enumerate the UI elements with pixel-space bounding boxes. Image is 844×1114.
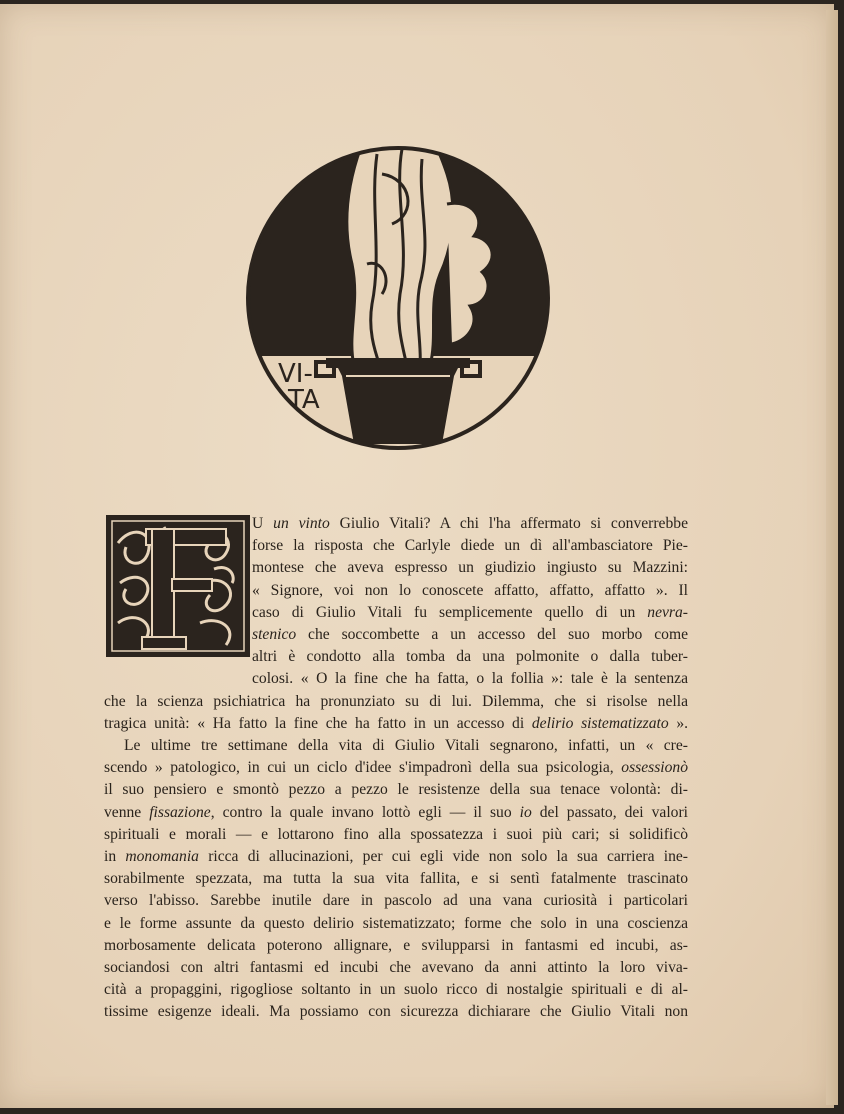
text-segment: U (252, 515, 274, 532)
text-line (104, 580, 688, 602)
text-segment: « Signore, voi non lo conoscete affatto, affatto, affatto ». Il (252, 581, 688, 599)
text-segment: in (104, 848, 126, 866)
text-line (104, 668, 688, 690)
text-line (104, 735, 688, 757)
text-line (104, 779, 688, 801)
text-line (104, 757, 688, 779)
text-line (104, 602, 688, 624)
flame-in-vase-emblem-icon (242, 144, 554, 452)
article-text (104, 513, 688, 1024)
text-segment: colosi. « O la fine che ha fatta, o la follia »: tale è la sentenza (252, 670, 688, 688)
text-segment: sorabilmente spezzata, ma tutta la sua vita fallita, e si sentì fatalmente trascinato (104, 870, 688, 888)
italic-phrase: stenico (252, 626, 297, 644)
text-line (104, 646, 688, 668)
text-line (104, 713, 688, 735)
text-line (104, 624, 688, 646)
text-line (104, 557, 688, 579)
emblem-label-line1: VI- (278, 359, 313, 389)
text-line (104, 824, 688, 846)
text-segment: Le ultime tre settimane della vita di Giulio Vitali segnarono, infatti, un « cre- (124, 737, 688, 755)
text-line (104, 691, 688, 713)
text-line (104, 513, 688, 535)
text-segment: sociandosi con altri fantasmi ed incubi che avevano da anni attinto la loro viva- (104, 959, 688, 977)
text-segment: che la scienza psichiatrica ha pronunziato su di lui. Dilemma, che si risolse nella (104, 692, 688, 710)
text-segment: tragica unità: « Ha fatto la fine che ha fatto in un accesso di (104, 714, 532, 732)
text-segment: cità a propaggini, rigogliose soltanto in un suolo ricco di nostalgie spirituali e di al- (104, 981, 688, 999)
text-segment: che soccombette a un accesso del suo morbo come (296, 626, 688, 644)
text-segment: spirituali e morali — e lottarono fino alla spossatezza i suoi più cari; si solidificò (104, 825, 688, 843)
dropcap-letter: F (104, 513, 105, 514)
book-page (0, 4, 834, 1108)
text-line (104, 935, 688, 957)
text-line (104, 802, 688, 824)
italic-phrase: un vinto (273, 515, 330, 532)
text-segment: caso di Giulio Vitali fu semplicemente quello di un (252, 603, 648, 621)
italic-phrase: ossessionò (621, 759, 688, 777)
text-segment: e le forme assunte da questo delirio sistematizzato; forme che solo in una coscienza (104, 914, 688, 932)
text-line (104, 1001, 688, 1023)
italic-phrase: nevra- (647, 603, 688, 621)
text-line (104, 846, 688, 868)
italic-phrase: fissazione (149, 803, 211, 821)
text-segment: ». (668, 714, 689, 732)
text-segment: del passato, dei valori (531, 803, 688, 821)
text-segment: , contro la quale invano lottò egli — il suo (210, 803, 520, 821)
text-segment: montese che aveva espresso un giudizio ingiusto su Mazzini: (252, 559, 688, 577)
text-line (104, 979, 688, 1001)
text-line (104, 957, 688, 979)
text-segment: Giulio Vitali? A chi l'ha affermato si converrebbe (329, 515, 688, 532)
text-line (104, 535, 688, 557)
text-segment: venne (104, 803, 150, 821)
text-line (104, 890, 688, 912)
text-segment: forse la risposta che Carlyle diede un dì all'ambasciatore Pie- (252, 537, 688, 555)
text-line (104, 868, 688, 890)
paragraph-2 (104, 735, 688, 1024)
text-segment: verso l'abisso. Sarebbe inutile dare in pascolo ad una vana curiosità i particolari (104, 892, 688, 910)
text-segment: ricca di allucinazioni, per cui egli vide non solo la sua carriera ine- (198, 848, 688, 866)
page-edge (826, 10, 838, 1105)
text-line (104, 913, 688, 935)
text-segment: altri è condotto alla tomba da una polmonite o dalla tuber- (252, 648, 688, 666)
paragraph-1 (104, 513, 688, 735)
text-segment: tissime esigenze ideali. Ma possiamo con sicurezza dichiarare che Giulio Vitali non (104, 1003, 688, 1021)
italic-phrase: delirio sistematizzato (531, 714, 669, 732)
text-segment: scendo » patologico, in cui un ciclo d'idee s'impadronì della sua psicologia, (104, 759, 622, 777)
text-segment: il suo pensiero e smontò pezzo a pezzo le resistenze della sua tenace volontà: di- (104, 781, 688, 799)
text-segment: morbosamente delicata poterono allignare, e svilupparsi in fantasmi ed incubi, as- (104, 936, 688, 954)
emblem-label-line2: TA (288, 385, 320, 415)
italic-phrase: monomania (125, 848, 199, 866)
italic-phrase: io (519, 803, 532, 821)
